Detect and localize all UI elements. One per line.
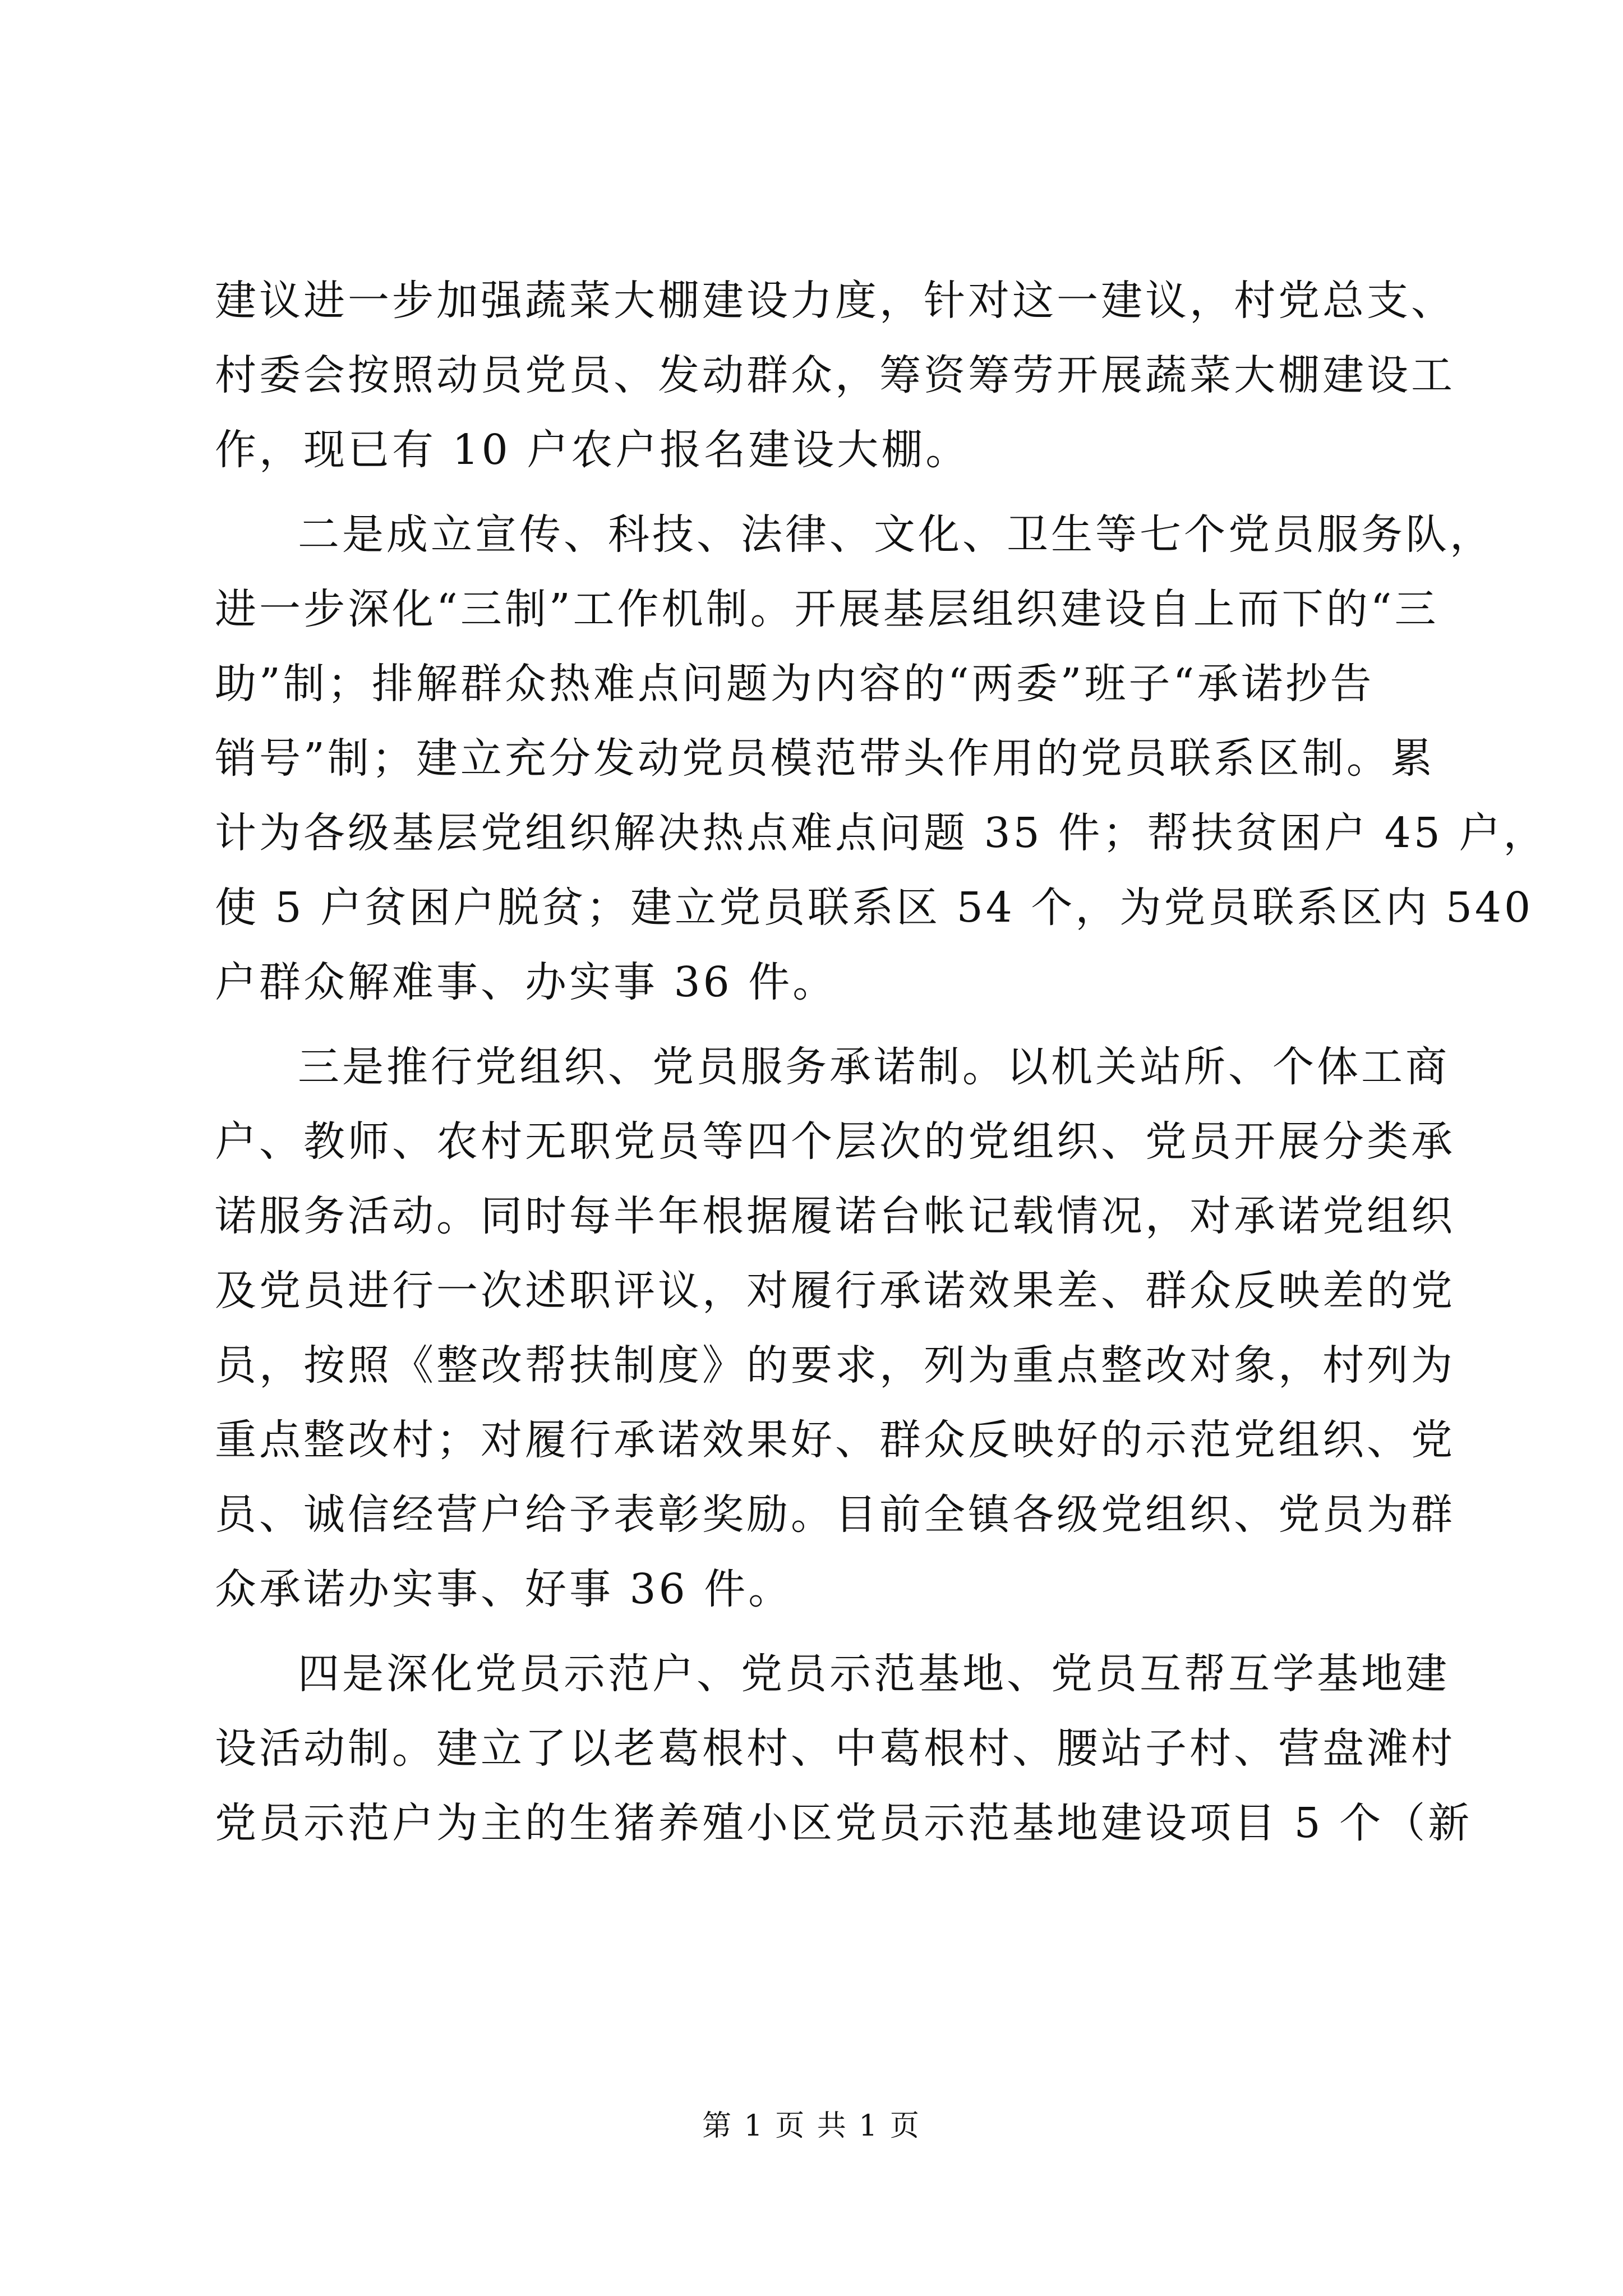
text-line-5: 进一步深化“三制”工作机制。开展基层组织建设自上而下的“三 — [215, 585, 1439, 633]
text-line-14: 及党员进行一次述职评议，对履行承诺效果差、群众反映差的党 — [215, 1267, 1455, 1315]
text-line-2: 村委会按照动员党员、发动群众，筹资筹劳开展蔬菜大棚建设工 — [215, 351, 1455, 399]
text-line-1: 建议进一步加强蔬菜大棚建设力度，针对这一建议，村党总支、 — [215, 277, 1455, 325]
text-line-17: 员、诚信经营户给予表彰奖励。目前全镇各级党组织、党员为群 — [215, 1490, 1455, 1539]
text-line-7: 销号”制；建立充分发动党员模范带头作用的党员联系区制。累 — [215, 734, 1435, 783]
text-line-6: 助”制；排解群众热难点问题为内容的“两委”班子“承诺抄告 — [215, 660, 1375, 708]
text-line-10: 户群众解难事、办实事 36 件。 — [215, 958, 837, 1006]
text-line-8: 计为各级基层党组织解决热点难点问题 35 件；帮扶贫困户 45 户， — [215, 809, 1548, 857]
text-line-21: 党员示范户为主的生猪养殖小区党员示范基地建设项目 5 个（新 — [215, 1799, 1473, 1847]
text-line-19: 四是深化党员示范户、党员示范基地、党员互帮互学基地建 — [298, 1650, 1450, 1698]
page-number-footer: 第 1 页 共 1 页 — [702, 2109, 921, 2143]
text-line-18: 众承诺办实事、好事 36 件。 — [215, 1565, 793, 1613]
text-line-9: 使 5 户贫困户脱贫；建立党员联系区 54 个，为党员联系区内 540 — [215, 884, 1534, 932]
text-line-13: 诺服务活动。同时每半年根据履诺台帐记载情况，对承诺党组织 — [215, 1192, 1455, 1240]
text-line-11: 三是推行党组织、党员服务承诺制。以机关站所、个体工商 — [298, 1043, 1450, 1091]
text-line-3: 作，现已有 10 户农户报名建设大棚。 — [215, 426, 970, 474]
text-line-12: 户、教师、农村无职党员等四个层次的党组织、党员开展分类承 — [215, 1117, 1455, 1166]
text-line-20: 设活动制。建立了以老葛根村、中葛根村、腰站子村、营盘滩村 — [215, 1724, 1455, 1773]
text-line-4: 二是成立宣传、科技、法律、文化、卫生等七个党员服务队， — [298, 510, 1494, 559]
text-line-15: 员，按照《整改帮扶制度》的要求，列为重点整改对象，村列为 — [215, 1341, 1455, 1389]
document-body — [215, 264, 1548, 1861]
text-line-16: 重点整改村；对履行承诺效果好、群众反映好的示范党组织、党 — [215, 1416, 1455, 1464]
